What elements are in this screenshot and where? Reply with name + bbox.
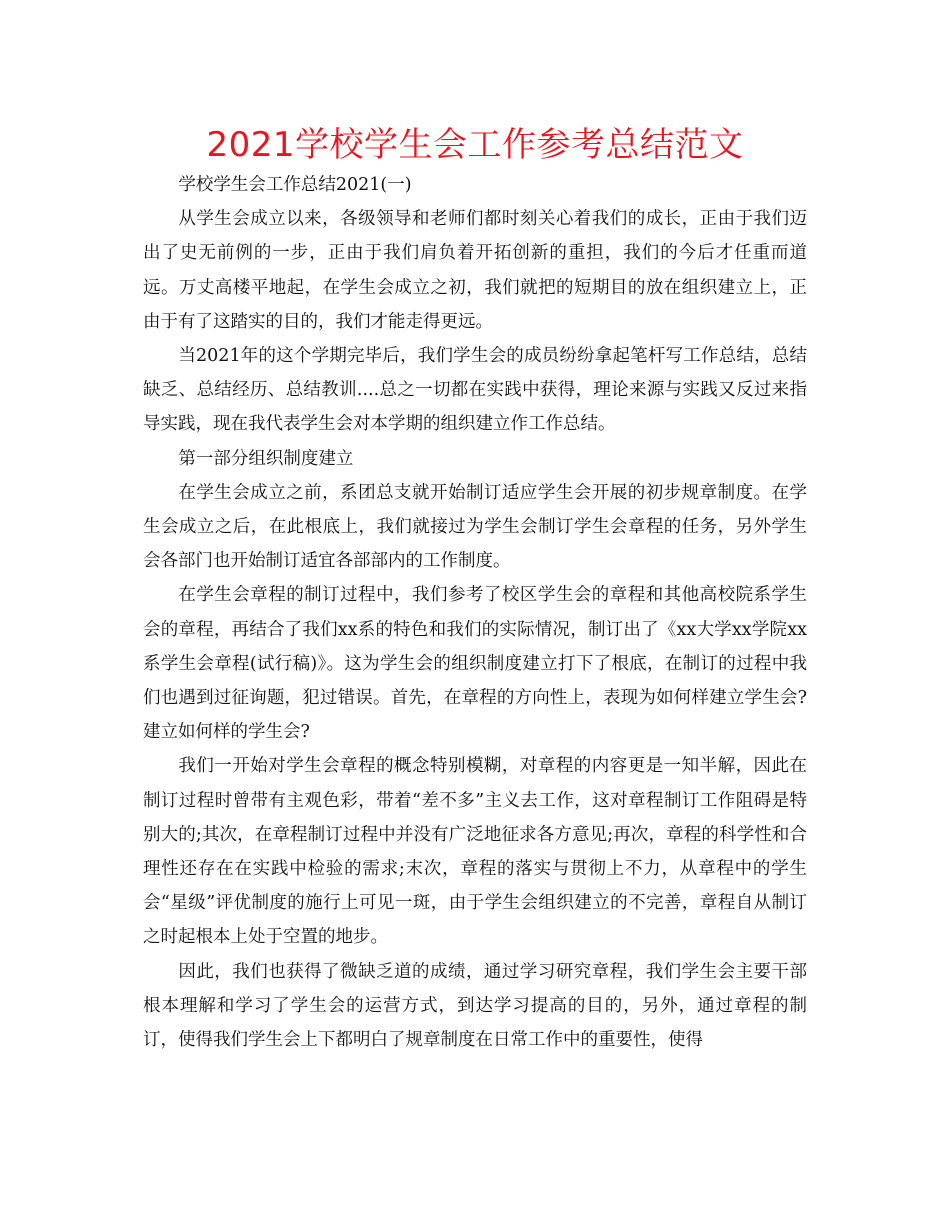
document-title: 2021学校学生会工作参考总结范文 <box>206 125 744 165</box>
document-subtitle: 学校学生会工作总结2021(一) <box>178 175 412 195</box>
paragraph: 因此，我们也获得了微缺乏道的成绩，通过学习研究章程，我们学生会主要干部根本理解和学习了学生会的运营方式，到达学习提高的目的，另外，通过章程的制订，使得我们学生会上下都明白了规章制度在日常工作中的重要性，使得 <box>143 961 807 1051</box>
document-body <box>143 168 807 1057</box>
paragraph: 在学生会章程的制订过程中，我们参考了校区学生会的章程和其他高校院系学生会的章程，再结合了我们xx系的特色和我们的实际情况，制订出了《xx大学xx学院xx系学生会章程(试行稿)》。这为学生会的组织制度建立打下了根底，在制订的过程中我们也遇到过征询题，犯过错误。首先，在章程的方向性上，表现为如何样建立学生会?建立如何样的学生会? <box>143 585 807 743</box>
paragraph: 在学生会成立之前，系团总支就开始制订适应学生会开展的初步规章制度。在学生会成立之后，在此根底上，我们就接过为学生会制订学生会章程的任务，另外学生会各部门也开始制订适宜各部部内的工作制度。 <box>143 482 807 572</box>
paragraph: 我们一开始对学生会章程的概念特别模糊，对章程的内容更是一知半解，因此在制订过程时曾带有主观色彩，带着“差不多”主义去工作，这对章程制订工作阻碍是特别大的;其次，在章程制订过程中并没有广泛地征求各方意见;再次，章程的科学性和合理性还存在在实践中检验的需求;末次，章程的落实与贯彻上不力，从章程中的学生会“星级”评优制度的施行上可见一斑，由于学生会组织建立的不完善，章程自从制订之时起根本上处于空置的地步。 <box>143 756 807 948</box>
paragraph: 从学生会成立以来，各级领导和老师们都时刻关心着我们的成长，正由于我们迈出了史无前例的一步，正由于我们肩负着开拓创新的重担，我们的今后才任重而道远。万丈高楼平地起，在学生会成立之初，我们就把的短期目的放在组织建立上，正由于有了这踏实的目的，我们才能走得更远。 <box>143 209 807 332</box>
paragraph: 当2021年的这个学期完毕后，我们学生会的成员纷纷拿起笔杆写工作总结，总结缺乏、总结经历、总结教训....总之一切都在实践中获得，理论来源与实践又反过来指导实践，现在我代表学生会对本学期的组织建立作工作总结。 <box>143 346 807 435</box>
section-heading: 第一部分组织制度建立 <box>178 448 354 469</box>
